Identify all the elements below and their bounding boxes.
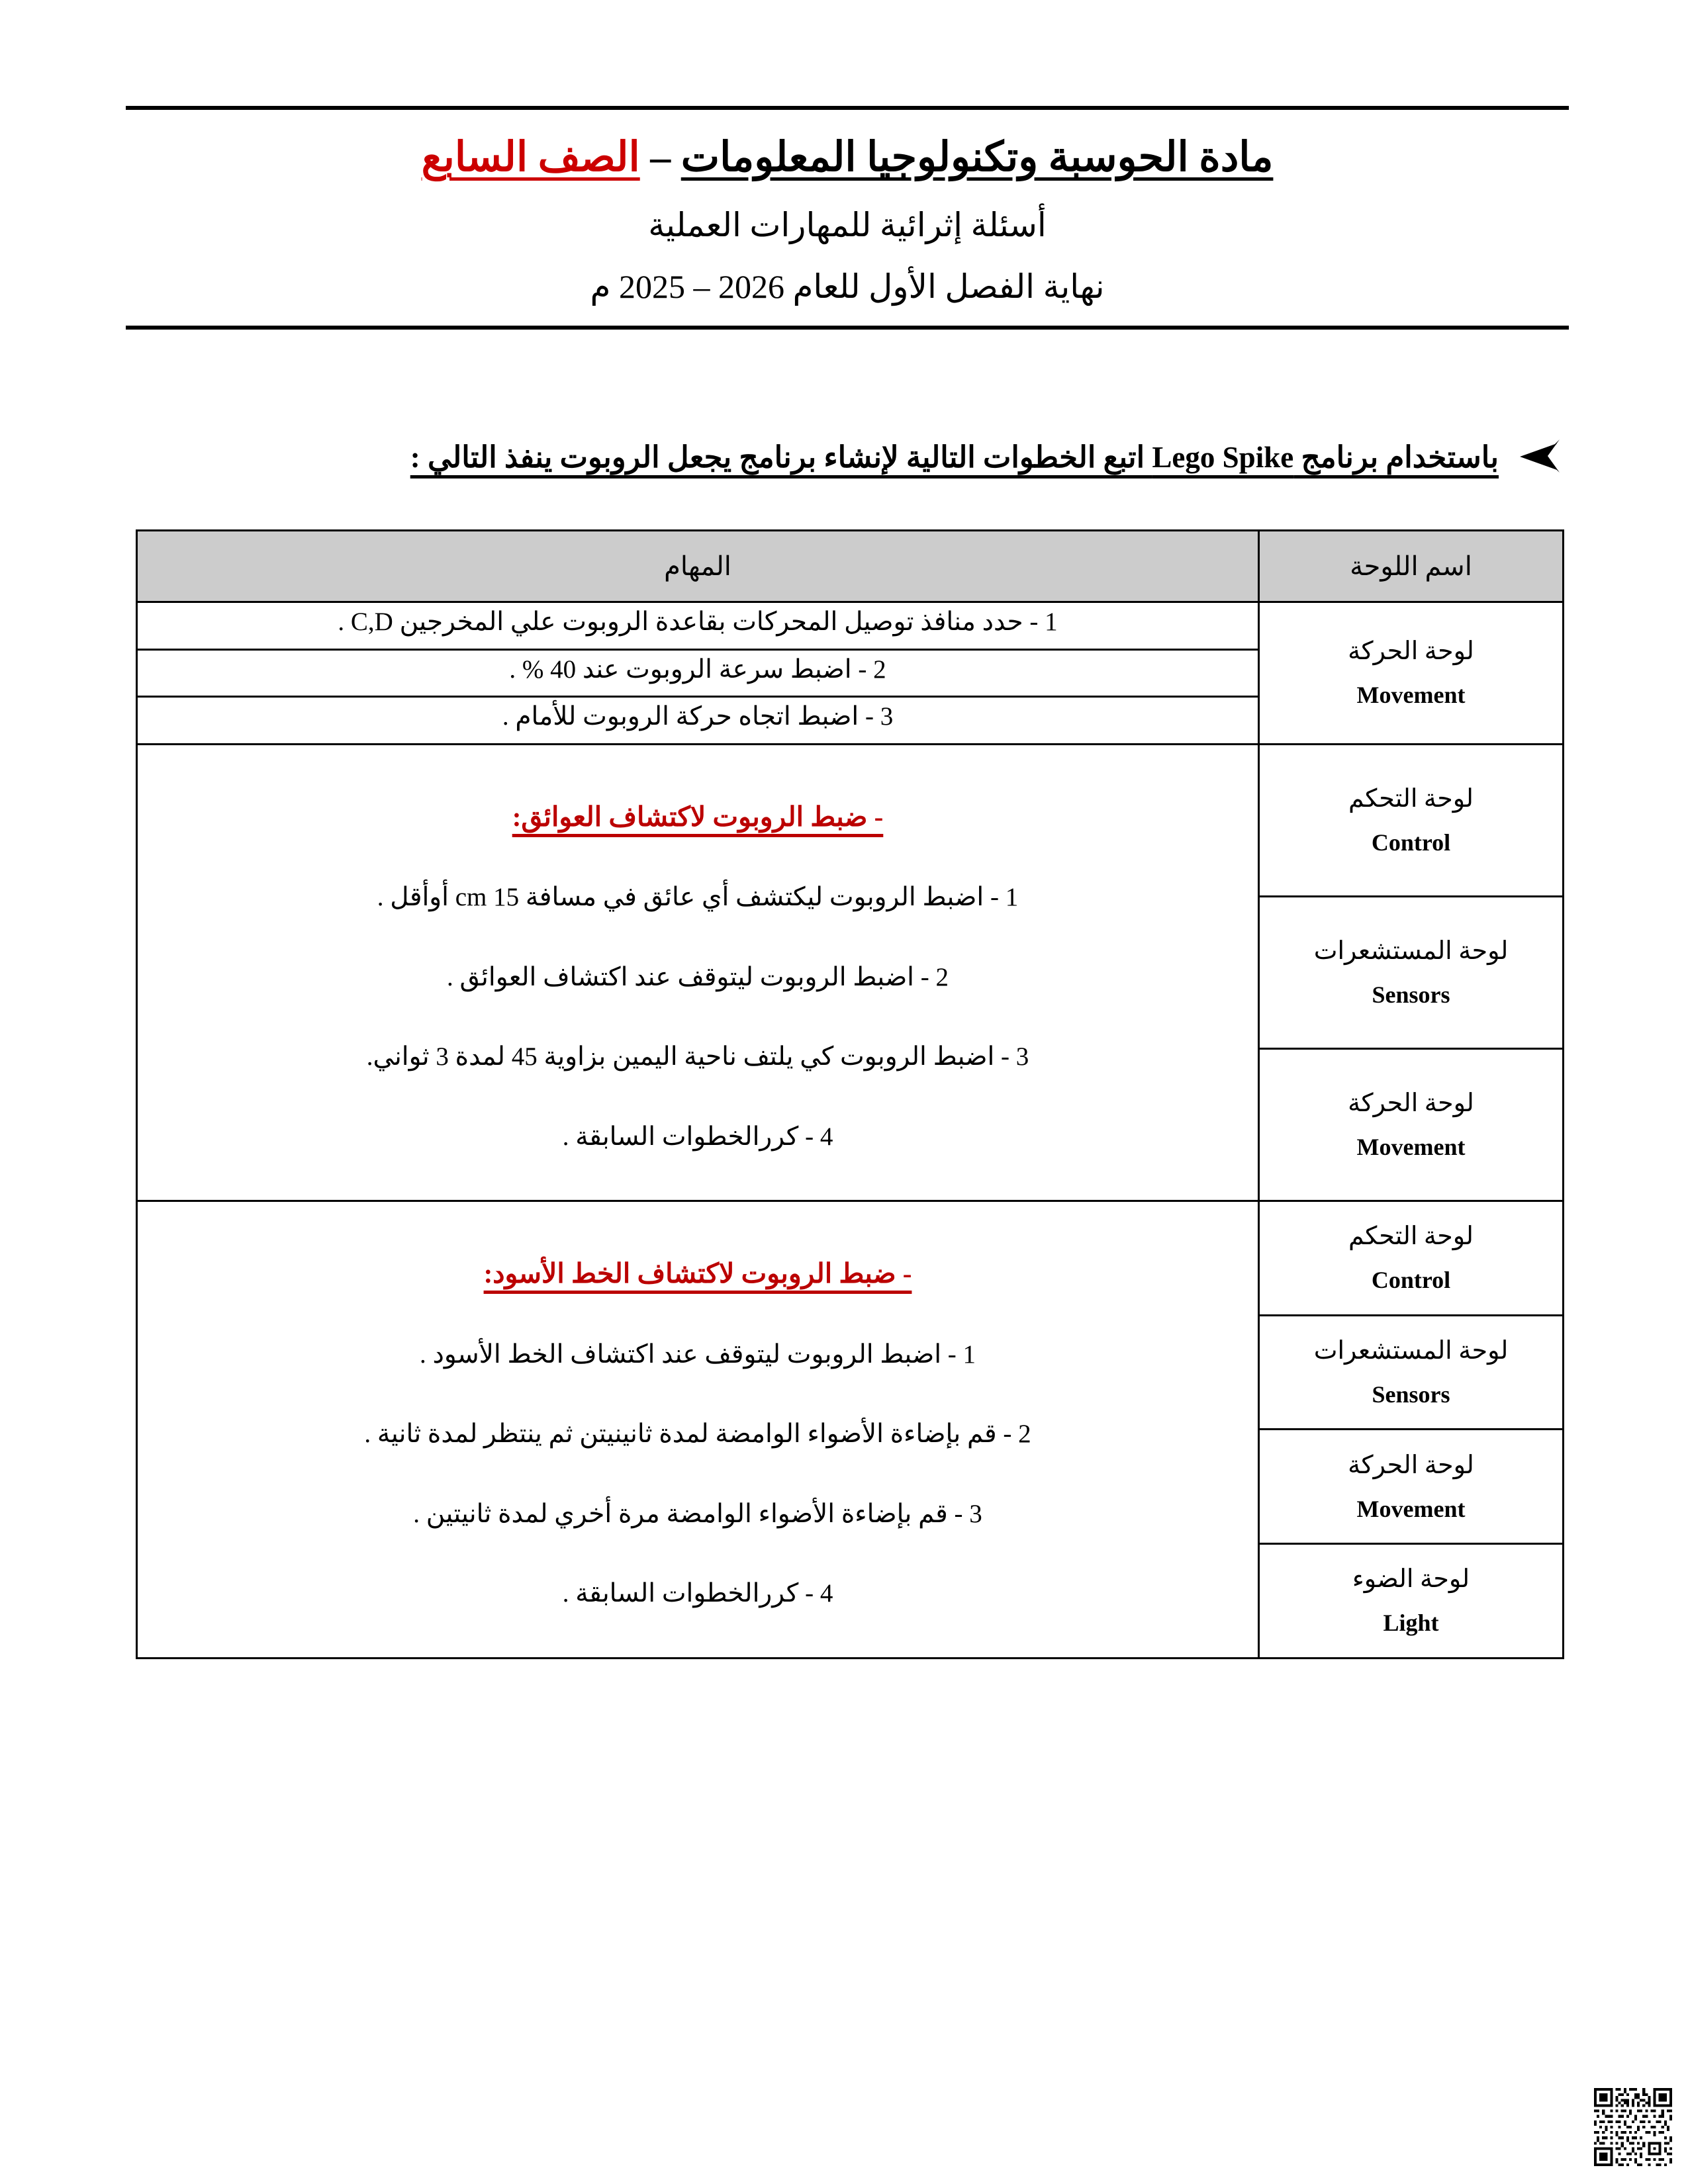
task-text: 3 - اضبط الروبوت كي يلتف ناحية اليمين بزاوية 45 لمدة 3 ثواني. — [366, 1042, 1029, 1071]
board-cell-light — [1259, 1543, 1564, 1658]
board-name-ar: لوحة الحركة — [1348, 637, 1474, 666]
board-cell-movement-2 — [1259, 1048, 1564, 1201]
document-header — [126, 106, 1569, 330]
board-name-en: Control — [1371, 1267, 1451, 1294]
header-subtitle-1: أسئلة إثرائية للمهارات العملية — [648, 206, 1047, 244]
board-name-ar: لوحة الحركة — [1348, 1451, 1474, 1479]
board-cell-control-2 — [1259, 1201, 1564, 1316]
board-name-en: Sensors — [1372, 981, 1450, 1008]
task-text: 3 - قم بإضاءة الأضواء الوامضة مرة أخري لمدة ثانيتين . — [413, 1499, 982, 1528]
task-cell-s1-t3 — [137, 697, 1259, 745]
task-text: 4 - كررالخطوات السابقة . — [562, 1122, 833, 1151]
instruction-line — [119, 437, 1562, 477]
title-subject: مادة الحوسبة وتكنولوجيا المعلومات — [680, 135, 1274, 180]
header-text-block — [126, 110, 1569, 326]
tasks-table — [136, 529, 1564, 1659]
board-name-ar: لوحة المستشعرات — [1313, 936, 1509, 965]
header-bottom-rule — [126, 326, 1569, 330]
board-name-ar: لوحة التحكم — [1348, 1222, 1474, 1251]
section-heading-black-line: - ضبط الروبوت لاكتشاف الخط الأسود: — [483, 1258, 912, 1289]
task-text: 1 - حدد منافذ توصيل المحركات بقاعدة الروبوت علي المخرجين C,D . — [338, 608, 1058, 636]
table-row — [137, 1201, 1564, 1316]
task-text: 2 - اضبط سرعة الروبوت عند 40 % . — [509, 655, 886, 684]
board-name-ar: لوحة التحكم — [1348, 784, 1474, 813]
board-name-ar: لوحة المستشعرات — [1313, 1336, 1509, 1365]
section-heading-obstacles: - ضبط الروبوت لاكتشاف العوائق: — [512, 801, 884, 832]
board-name-en: Movement — [1356, 1133, 1466, 1160]
table-row — [137, 602, 1564, 650]
board-name-ar: لوحة الحركة — [1348, 1089, 1474, 1117]
board-cell-sensors-2 — [1259, 1315, 1564, 1430]
page-title — [126, 132, 1569, 184]
table-row — [137, 744, 1564, 896]
task-cell-section3 — [137, 1201, 1259, 1659]
task-cell-s1-t2 — [137, 649, 1259, 697]
title-separator: – — [639, 135, 681, 180]
header-subtitle-2: نهاية الفصل الأول للعام 2026 – 2025 م — [590, 267, 1105, 305]
board-name-ar: لوحة الضوء — [1352, 1565, 1470, 1594]
column-header-board-name: اسم اللوحة — [1259, 531, 1564, 602]
board-name-en: Movement — [1356, 682, 1466, 709]
column-header-tasks: المهام — [137, 531, 1259, 602]
instruction-text: باستخدام برنامج Lego Spike اتبع الخطوات التالية لإنشاء برنامج يجعل الروبوت ينفذ التالي : — [410, 441, 1499, 474]
task-text: 2 - قم بإضاءة الأضواء الوامضة لمدة ثانينيتن ثم ينتظر لمدة ثانية . — [364, 1420, 1031, 1448]
board-cell-movement-1 — [1259, 602, 1564, 745]
board-name-en: Control — [1371, 829, 1451, 856]
board-cell-sensors-1 — [1259, 896, 1564, 1048]
qr-code-icon — [1594, 2088, 1672, 2166]
task-cell-section2 — [137, 744, 1259, 1201]
task-cell-s1-t1 — [137, 602, 1259, 650]
board-name-en: Movement — [1356, 1495, 1466, 1522]
board-name-en: Sensors — [1372, 1381, 1450, 1408]
board-cell-control-1 — [1259, 744, 1564, 896]
title-grade: الصف السابع — [421, 135, 640, 180]
task-text: 2 - اضبط الروبوت ليتوقف عند اكتشاف العوائق . — [446, 962, 949, 991]
task-text: 3 - اضبط اتجاه حركة الروبوت للأمام . — [502, 702, 894, 731]
task-text: 4 - كررالخطوات السابقة . — [562, 1579, 833, 1608]
table-header-row — [137, 531, 1564, 602]
board-name-en: Light — [1383, 1610, 1439, 1637]
board-cell-movement-3 — [1259, 1430, 1564, 1544]
task-text: 1 - اضبط الروبوت ليتوقف عند اكتشاف الخط الأسود . — [419, 1340, 976, 1369]
task-text: 1 - اضبط الروبوت ليكتشف أي عائق في مسافة 15 cm أوأقل . — [377, 883, 1019, 911]
arrow-left-dart-icon — [1516, 437, 1562, 475]
